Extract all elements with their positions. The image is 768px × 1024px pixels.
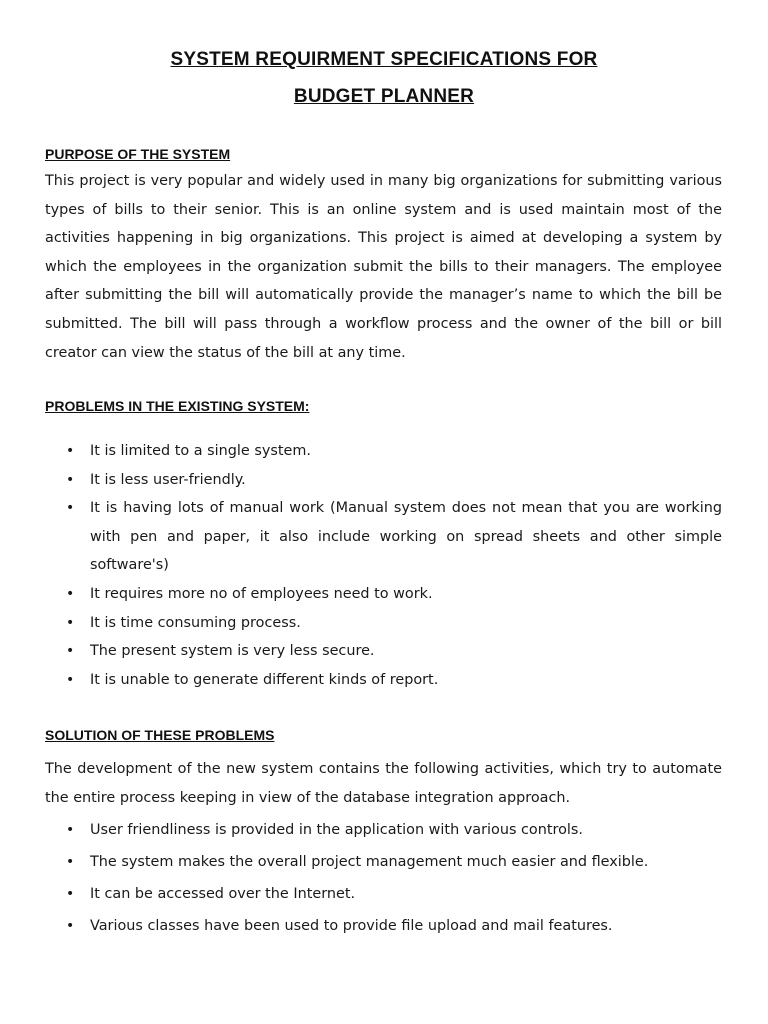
section-heading-solution: SOLUTION OF THESE PROBLEMS — [45, 727, 275, 743]
list-item — [45, 466, 722, 495]
list-item — [45, 494, 722, 580]
bullet-icon: • — [66, 585, 75, 602]
bullet-icon: • — [66, 822, 75, 838]
bullet-icon: • — [66, 918, 75, 934]
document-title-line-2: BUDGET PLANNER — [293, 86, 475, 107]
document-title-line-1: SYSTEM REQUIRMENT SPECIFICATIONS FOR — [170, 49, 598, 70]
bullet-icon: • — [66, 443, 75, 459]
solution-paragraph: The development of the new system contains the following activities, which try to automate the entire process keeping in view of the database integration approach. — [45, 761, 722, 806]
list-item — [45, 916, 722, 936]
bullet-icon: • — [66, 614, 75, 631]
purpose-paragraph: This project is very popular and widely used in many big organizations for submitting various types of bills to their senior. This is an online system and is used maintain most of the activities happening in big organizations. This project is aimed at developing a system by which the employees in the organization submit the bills to their managers. The employee after submitting the bill will automatically provide the manager’s name to which the bill be submitted. The bill will pass through a workflow process and the owner of the bill or bill creator can view the status of the bill at any time. — [45, 173, 722, 361]
list-item-text: The system makes the overall project management much easier and flexible. — [90, 854, 649, 870]
list-item-text: It is unable to generate different kinds of report. — [90, 671, 439, 688]
list-item-text: It is having lots of manual work (Manual system does not mean that you are working with pen and paper, it also include working on spread sheets and other simple software's) — [90, 500, 722, 574]
bullet-icon: • — [66, 643, 75, 660]
list-item — [45, 609, 722, 638]
list-item-text: User friendliness is provided in the application with various controls. — [90, 822, 583, 838]
problems-list — [45, 437, 722, 694]
list-item — [45, 820, 722, 840]
list-item — [45, 437, 722, 466]
bullet-icon: • — [66, 854, 75, 870]
solution-list — [45, 820, 722, 948]
list-item-text: It requires more no of employees need to work. — [90, 585, 433, 602]
list-item-text: It is time consuming process. — [90, 614, 301, 631]
list-item — [45, 852, 722, 872]
list-item — [45, 666, 722, 695]
bullet-icon: • — [66, 671, 75, 688]
list-item-text: It can be accessed over the Internet. — [90, 886, 356, 902]
bullet-icon: • — [66, 471, 75, 488]
section-heading-problems: PROBLEMS IN THE EXISTING SYSTEM: — [45, 398, 310, 414]
list-item-text: It is less user-friendly. — [90, 471, 246, 488]
list-item — [45, 637, 722, 666]
bullet-icon: • — [66, 500, 75, 517]
list-item — [45, 884, 722, 904]
list-item-text: The present system is very less secure. — [90, 643, 375, 660]
list-item — [45, 580, 722, 609]
list-item-text: Various classes have been used to provide file upload and mail features. — [90, 918, 613, 934]
bullet-icon: • — [66, 886, 75, 902]
list-item-text: It is limited to a single system. — [90, 443, 311, 459]
section-heading-purpose: PURPOSE OF THE SYSTEM — [45, 146, 231, 162]
